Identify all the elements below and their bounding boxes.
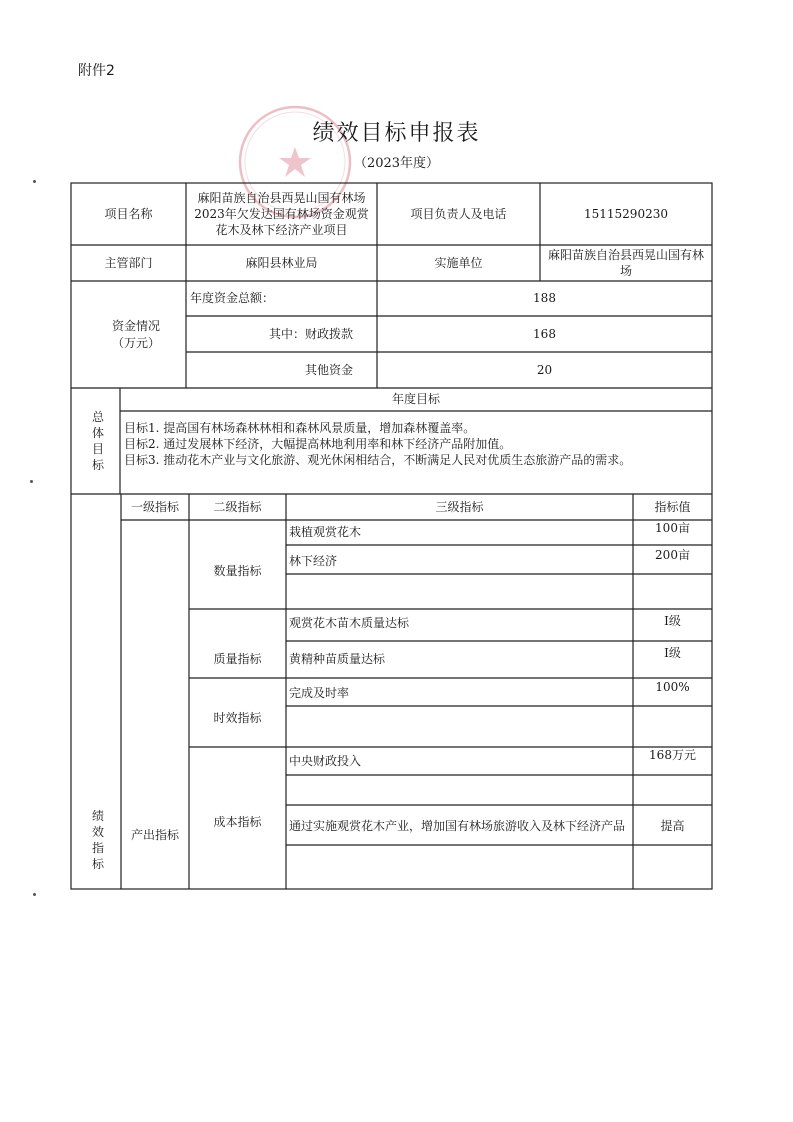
indicator-value: 200亩 [655, 547, 690, 562]
cost-indicator-label: 成本指标 [213, 814, 262, 829]
output-indicator-label: 产出指标 [130, 827, 179, 842]
supervising-dept-label: 主管部门 [104, 255, 153, 270]
overall-target-label: 总体目标 [91, 409, 104, 473]
indicator-value: 168万元 [649, 747, 696, 762]
project-contact-label: 项目负责人及电话 [410, 206, 507, 221]
performance-indicator-label: 绩效指标 [91, 808, 104, 872]
level3-header: 三级指标 [435, 499, 484, 514]
funds-total-label: 年度资金总额： [190, 291, 275, 306]
indicator-name: 观赏花木苗木质量达标 [289, 616, 410, 631]
indicator-name: 中央财政投入 [289, 753, 362, 768]
implementing-unit-label: 实施单位 [434, 255, 483, 270]
indicator-name: 完成及时率 [289, 685, 350, 700]
funds-other-value: 20 [536, 362, 553, 377]
scan-speck [33, 893, 36, 896]
indicator-value: 100亩 [655, 520, 690, 535]
project-contact-value: 15115290230 [584, 206, 668, 221]
scan-speck [33, 180, 36, 183]
indicator-name: 栽植观赏花木 [289, 525, 362, 540]
annual-target-item: 目标2. 通过发展林下经济，大幅提高林地利用率和林下经济产品附加值。 [124, 437, 512, 452]
funds-fiscal-value: 168 [533, 326, 556, 341]
funds-total-value: 188 [533, 291, 556, 306]
value-header: 指标值 [654, 499, 691, 514]
indicator-name: 黄精种苗质量达标 [289, 651, 386, 666]
annual-target-item: 目标3. 推动花木产业与文化旅游、观光休闲相结合，不断满足人民对优质生态旅游产品的需求。 [124, 453, 632, 468]
indicator-value: 100% [655, 679, 690, 694]
indicator-value: 提高 [660, 818, 685, 833]
form-year: （2023年度） [353, 156, 440, 171]
attachment-label: 附件2 [78, 63, 115, 79]
timeliness-indicator-label: 时效指标 [213, 710, 262, 725]
level2-header: 二级指标 [213, 499, 262, 514]
project-name-value: 麻阳苗族自治县西晃山国有林场2023年欠发达国有林场资金观赏花木及林下经济产业项目 [194, 190, 369, 238]
indicator-value: I级 [664, 645, 681, 660]
scan-speck [30, 480, 33, 483]
project-name-label: 项目名称 [104, 206, 153, 221]
indicator-value: I级 [664, 614, 681, 629]
annual-target-header: 年度目标 [391, 392, 440, 407]
form-title: 绩效目标申报表 [312, 121, 481, 146]
quantity-indicator-label: 数量指标 [213, 564, 262, 579]
implementing-unit-value: 麻阳苗族自治县西晃山国有林场 [547, 247, 704, 278]
funds-other-label: 其他资金 [304, 362, 353, 377]
annual-target-list [124, 420, 710, 469]
funds-label: 资金情况（万元） [111, 319, 160, 350]
funds-fiscal-label: 其中：财政拨款 [268, 326, 353, 341]
indicator-name: 林下经济 [289, 553, 338, 568]
annual-target-item: 目标1. 提高国有林场森林林相和森林风景质量，增加森林覆盖率。 [124, 421, 476, 435]
level1-header: 一级指标 [130, 499, 179, 514]
supervising-dept-value: 麻阳县林业局 [245, 255, 318, 270]
quality-indicator-label: 质量指标 [213, 651, 262, 666]
indicator-name: 通过实施观赏花木产业，增加国有林场旅游收入及林下经济产品 [289, 818, 626, 833]
